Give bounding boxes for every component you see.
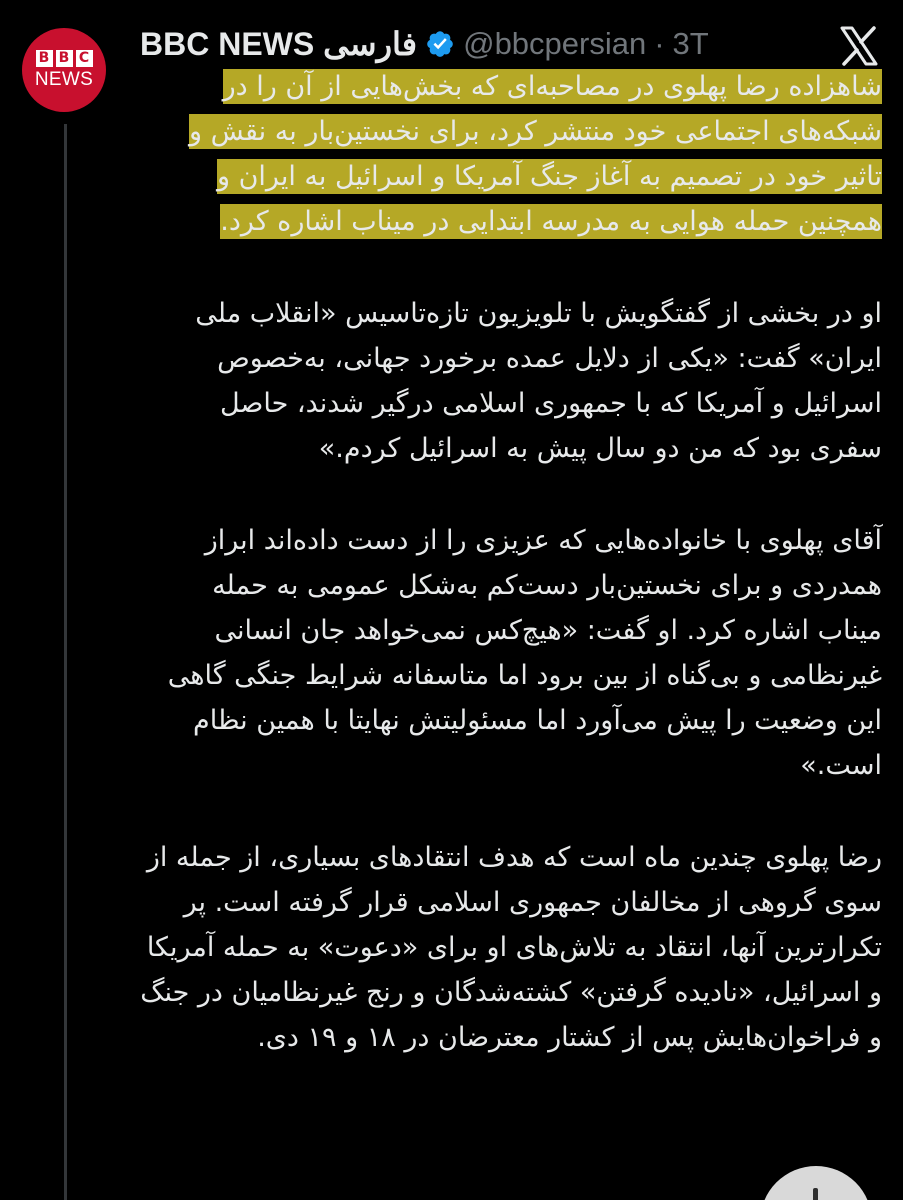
bbc-letter: B	[56, 50, 73, 67]
avatar-news-word: NEWS	[34, 69, 94, 90]
bbc-logo-blocks	[36, 50, 93, 67]
compose-plus-icon	[813, 1188, 818, 1200]
display-name[interactable]: BBC NEWS فارسی	[140, 26, 418, 62]
compose-button[interactable]	[760, 1166, 872, 1200]
highlighted-text: شاهزاده رضا پهلوی در مصاحبه‌ای که بخش‌هایی از آن را در شبکه‌های اجتماعی خود منتشر کرد، برای نخستین‌بار به نقش و تاثیر خود در تصمیم به آغاز جنگ آمریکا و اسرائیل به ایران و همچنین حمله هوایی به مدرسه ابتدایی در میناب اشاره کرد.	[188, 71, 882, 237]
tweet-paragraph: رضا پهلوی چندین ماه است که هدف انتقادهای بسیاری، از جمله از سوی گروهی از مخالفان جمهوری اسلامی قرار گرفته است. پر تکرارترین آنها، انتقاد به تلاش‌های او برای «دعوت» به حمله آمریکا و اسرائیل، «نادیده گرفتن» کشته‌شدگان و رنج غیرنظامیان در جنگ و فراخوان‌هایش پس از کشتار معترضان در ۱۸ و ۱۹ دی.	[140, 842, 882, 1053]
meta-separator: ·	[654, 26, 665, 61]
tweet-paragraph: او در بخشی از گفتگویش با تلویزیون تازه‌تاسیس «انقلاب ملی ایران» گفت: «یکی از دلایل عمده برخورد جهانی، به‌خصوص اسرائیل و آمریکا که با جمهوری اسلامی درگیر شدند، حاصل سفری بود که من دو سال پیش به اسرائیل کردم.»	[195, 298, 882, 464]
bbc-letter: B	[36, 50, 53, 67]
avatar[interactable]	[22, 28, 106, 112]
tweet-text	[140, 64, 882, 1107]
x-logo-icon[interactable]	[838, 26, 880, 66]
tweet-header	[140, 22, 740, 66]
post-time[interactable]: 3T	[672, 26, 709, 61]
account-handle[interactable]: @bbcpersian	[463, 26, 647, 61]
verified-badge-icon	[425, 29, 455, 59]
tweet-paragraph-highlighted	[140, 64, 882, 244]
tweet-paragraph: آقای پهلوی با خانواده‌هایی که عزیزی را از دست داده‌اند ابراز همدردی و برای نخستین‌بار دست‌کم به‌شکل عمومی به حمله میناب اشاره کرد. او گفت: «هیچ‌کس نمی‌خواهد جان انسانی غیرنظامی و بی‌گناه از بین برود اما متاسفانه شرایط جنگی گاهی این وضعیت را پیش می‌آورد اما مسئولیتش نهایتا با همین نظام است.»	[167, 525, 882, 781]
thread-line	[64, 124, 67, 1200]
bbc-letter: C	[76, 50, 93, 67]
